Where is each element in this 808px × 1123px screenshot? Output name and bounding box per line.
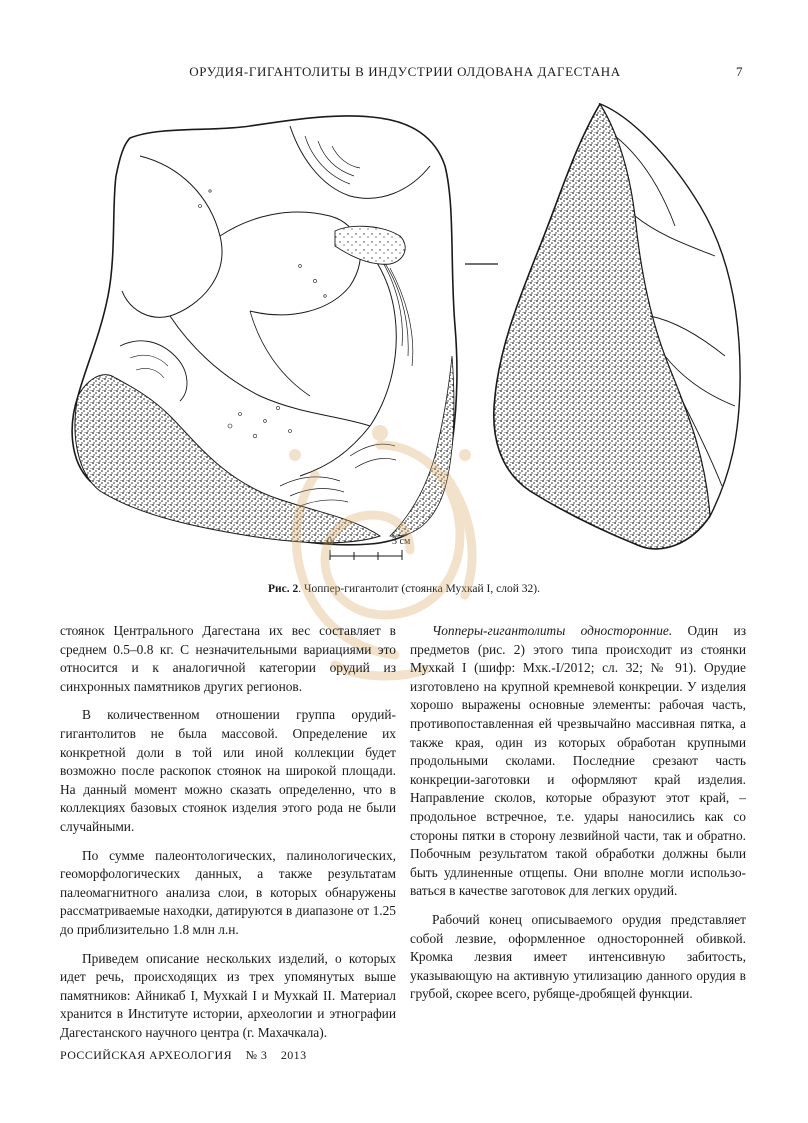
right-column <box>410 622 746 1014</box>
left-column <box>60 622 396 1052</box>
chopper-illustration <box>50 96 770 566</box>
scale-end-label: 3 см <box>392 536 411 547</box>
right-paragraph-1-text: Один из предметов (рис. 2) этого типа происходит из стоянки Мухкай I (шифр: Мхк.-I/2012; сл. 32; № 91). Орудие изготовлено на крупной кремневой конкреции. У изделия хорошо выражены основные элементы: рабочая часть, противопоставленная ей чрезвычайно массивная пятка, а также края, один из которых обработан крупными продольными сколами. Последние срезают часть конкреции-заготовки и оформляют край изделия. Направление сколов, которые образуют этот край, – продольное встречное, т.е. удары наносились как со стороны пятки в сторону лезвийной части, так и обратно. Побочным результатом такой обработки должны были быть удлиненные отщепы. Они вполне могли использоваться в качестве заготовок для легких орудий. <box>410 623 746 899</box>
right-paragraph-2: Рабочий конец описываемого орудия представляет собой лезвие, оформленное односторонней обивкой. Кромка лезвия имеет интенсивную забитость, указывающую на активную утилизацию данного орудия в грубой, скорее всего, рубяще-дробящей функции. <box>410 911 746 1002</box>
scale-bar <box>318 536 428 566</box>
running-title: ОРУДИЯ-ГИГАНТОЛИТЫ В ИНДУСТРИИ ОЛДОВАНА ДАГЕСТАНА <box>189 64 621 79</box>
right-paragraph-1 <box>410 622 746 901</box>
scale-ruler <box>318 536 428 566</box>
running-header <box>0 64 808 82</box>
left-paragraph-4: Приведем описание нескольких изделий, о которых идет речь, происходящих из трех упомянутых выше памятников: Айникаб I, Мухкай I и Мухкай II. Материал хранится в Институте истории, археологии и этнографии Дагестанского научного центра (г. Махачкала). <box>60 950 396 1040</box>
left-paragraph-1: стоянок Центрального Дагестана их вес составляет в среднем 0.5–0.8 кг. С незначительными вариациями это относится и к аналогичной категории орудий из синхронных памятников других регионов. <box>60 623 396 694</box>
caption-text: . Чоппер-гигантолит (стоянка Мухкай I, слой 32). <box>298 583 540 595</box>
left-paragraph-2: В количественном отношении группа орудий-гигантолитов не была массовой. Определение их конкретной доли в той или иной коллекции будет возможно после раскопок стоянок на широкой площади. На данный момент можно сказать определенно, что в коллекциях базовых стоянок изделия этого рода не были случайными. <box>60 707 396 834</box>
section-heading: Чопперы-гигантолиты односторонние. <box>432 623 673 638</box>
figure-caption <box>150 583 658 595</box>
caption-label: Рис. 2 <box>268 583 299 595</box>
scale-start-label: 0 <box>327 536 332 547</box>
page-number: 7 <box>736 64 743 79</box>
journal-footer: РОССИЙСКАЯ АРХЕОЛОГИЯ № 3 2013 <box>60 1048 307 1062</box>
figure-chopper-drawing <box>50 96 770 566</box>
left-paragraph-3: По сумме палеонтологических, палинологических, геоморфологических данных, а также результатам палеомагнитного анализа слои, в которых обнаружены рассматриваемые находки, датируются в диапазоне от 1.25 до приблизительно 1.8 млн л.н. <box>60 847 396 937</box>
chopper-profile-view <box>494 104 740 549</box>
chopper-front-view <box>72 116 457 545</box>
